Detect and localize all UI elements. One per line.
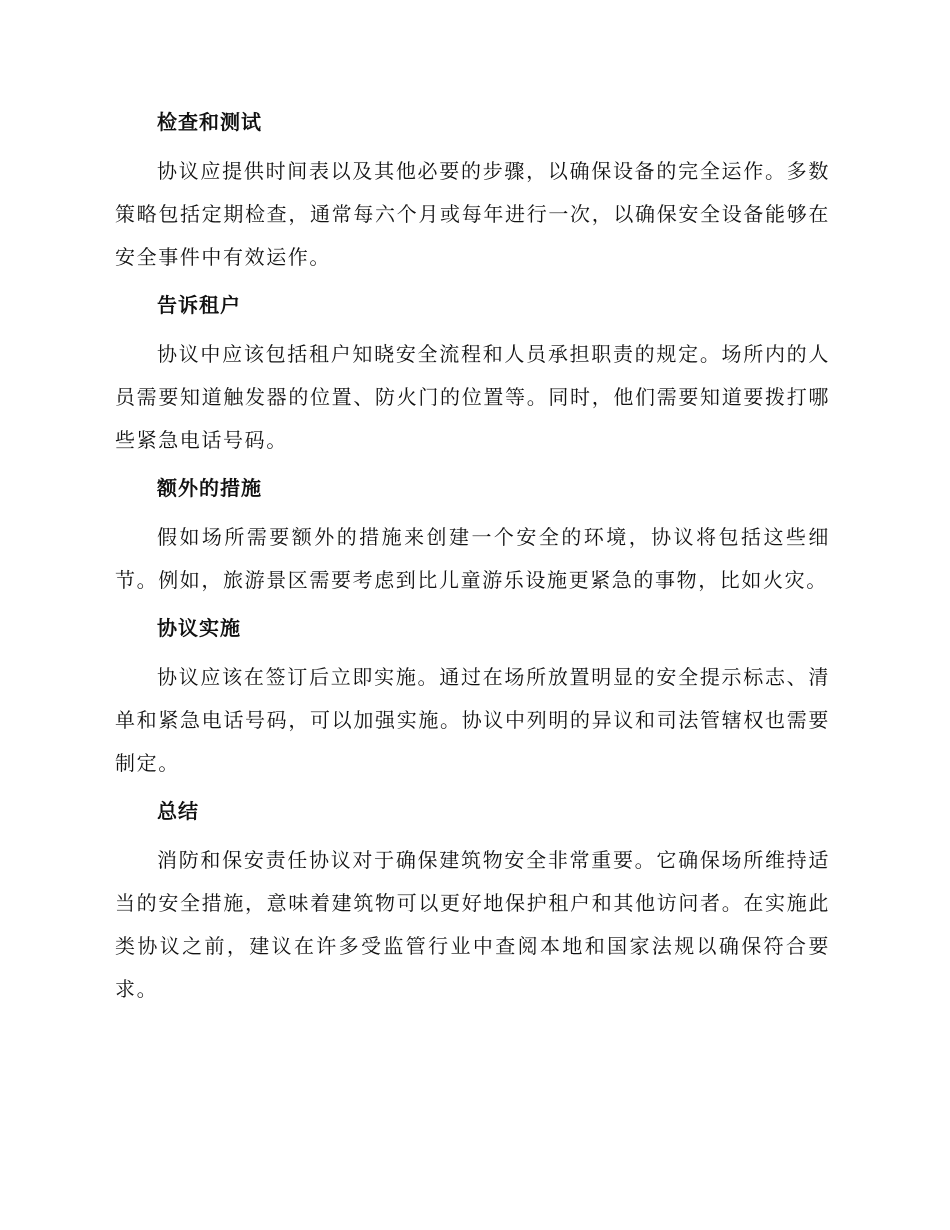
section-paragraph: 协议应提供时间表以及其他必要的步骤，以确保设备的完全运作。多数策略包括定期检查，通常每六个月或每年进行一次，以确保安全设备能够在安全事件中有效运作。 [115,159,830,269]
section-heading: 总结 [157,799,199,823]
section-additional-measures [115,474,830,602]
section-paragraph: 协议应该在签订后立即实施。通过在场所放置明显的安全提示标志、清单和紧急电话号码，可以加强实施。协议中列明的异议和司法管辖权也需要制定。 [115,665,830,775]
section-implementation [115,614,830,785]
section-inform-tenants [115,291,830,462]
document-page [115,108,830,1023]
section-paragraph: 假如场所需要额外的措施来创建一个安全的环境，协议将包括这些细节。例如，旅游景区需要考虑到比儿童游乐设施更紧急的事物，比如火灾。 [115,525,830,592]
section-heading: 告诉租户 [157,293,241,317]
section-heading: 协议实施 [157,616,241,640]
section-paragraph: 协议中应该包括租户知晓安全流程和人员承担职责的规定。场所内的人员需要知道触发器的位置、防火门的位置等。同时，他们需要知道要拨打哪些紧急电话号码。 [115,342,830,452]
section-inspection-testing [115,108,830,279]
section-summary [115,797,830,1011]
section-heading: 检查和测试 [157,110,262,134]
section-paragraph: 消防和保安责任协议对于确保建筑物安全非常重要。它确保场所维持适当的安全措施，意味着建筑物可以更好地保护租户和其他访问者。在实施此类协议之前，建议在许多受监管行业中查阅本地和国家法规以确保符合要求。 [115,848,830,1001]
section-heading: 额外的措施 [157,476,262,500]
